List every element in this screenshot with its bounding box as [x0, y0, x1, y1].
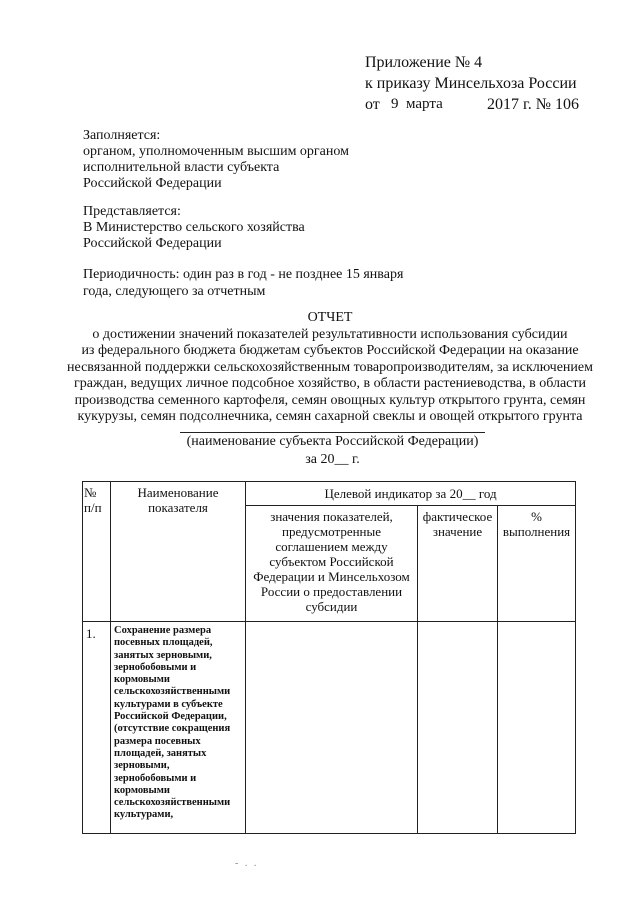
report-title: ОТЧЕТ	[307, 310, 353, 325]
indicator-table	[82, 481, 576, 834]
report-period: за 20__ г.	[305, 452, 360, 467]
periodicity-line: года, следующего за отчетным	[83, 284, 266, 299]
appendix-order: к приказу Минсельхоза России	[365, 75, 577, 92]
report-title-line: из федерального бюджета бюджетам субъектов Российской Федерации на оказание	[81, 343, 579, 358]
subject-caption: (наименование субъекта Российской Федерации)	[186, 434, 479, 449]
report-title-line: граждан, ведущих личное подсобное хозяйство, в области растениеводства, в области	[74, 376, 586, 391]
date-month: марта	[406, 96, 443, 112]
appendix-block	[365, 52, 595, 115]
row-plan-value	[246, 622, 418, 834]
table-row	[83, 622, 576, 834]
row-number: 1.	[83, 622, 111, 834]
submits-label: Представляется:	[83, 204, 181, 219]
date-day: 9	[391, 96, 399, 112]
appendix-number: Приложение № 4	[365, 54, 483, 71]
report-title-line: о достижении значений показателей результативности использования субсидии	[92, 326, 568, 342]
header-completion-percent: % выполнения	[498, 506, 576, 622]
footer-marks: - . .	[235, 858, 259, 869]
row-indicator-name: Сохранение размера посевных площадей, занятых зерновыми, зернобобовыми и кормовыми сельскохозяйственными культурами в субъекте Российской Федерации, (отсутствие сокращения размера посевных площадей, занятых зерновыми, зернобобовыми и кормовыми сельскохозяйственными культурами,	[111, 622, 246, 834]
fills-block	[83, 128, 349, 192]
date-prefix: от	[365, 96, 380, 113]
report-title-line: несвязанной поддержки сельскохозяйственным товаропроизводителям, за исключением	[67, 359, 593, 375]
date-year-number: 2017 г. № 106	[487, 96, 580, 113]
report-title-line: производства семенного картофеля, семян овощных культур открытого грунта, семян	[74, 392, 586, 408]
submits-line: В Министерство сельского хозяйства	[83, 220, 305, 235]
fills-line: органом, уполномоченным высшим органом	[83, 144, 349, 159]
subject-underline	[180, 432, 485, 433]
header-number: № п/п	[83, 482, 111, 622]
header-plan-values: значения показателей, предусмотренные соглашением между субъектом Российской Федерации и Минсельхозом России о предоставлении субсидии	[246, 506, 418, 622]
report-title-line: кукурузы, семян подсолнечника, семян сахарной свеклы и овощей открытого грунта	[77, 409, 583, 424]
submits-line: Российской Федерации	[83, 236, 222, 251]
header-indicator-name: Наименование показателя	[111, 482, 246, 622]
fills-label: Заполняется:	[83, 128, 161, 143]
header-target-indicator: Целевой индикатор за 20__ год	[246, 482, 576, 506]
periodicity-block	[83, 266, 403, 300]
header-actual-value: фактическое значение	[418, 506, 498, 622]
appendix-date	[365, 94, 595, 115]
row-completion-percent	[498, 622, 576, 834]
fills-line: Российской Федерации	[83, 176, 222, 191]
report-title-block	[60, 310, 600, 426]
row-actual-value	[418, 622, 498, 834]
periodicity-line: Периодичность: один раз в год - не позднее 15 января	[83, 267, 404, 282]
submits-block	[83, 204, 305, 252]
fills-line: исполнительной власти субъекта	[83, 160, 280, 175]
